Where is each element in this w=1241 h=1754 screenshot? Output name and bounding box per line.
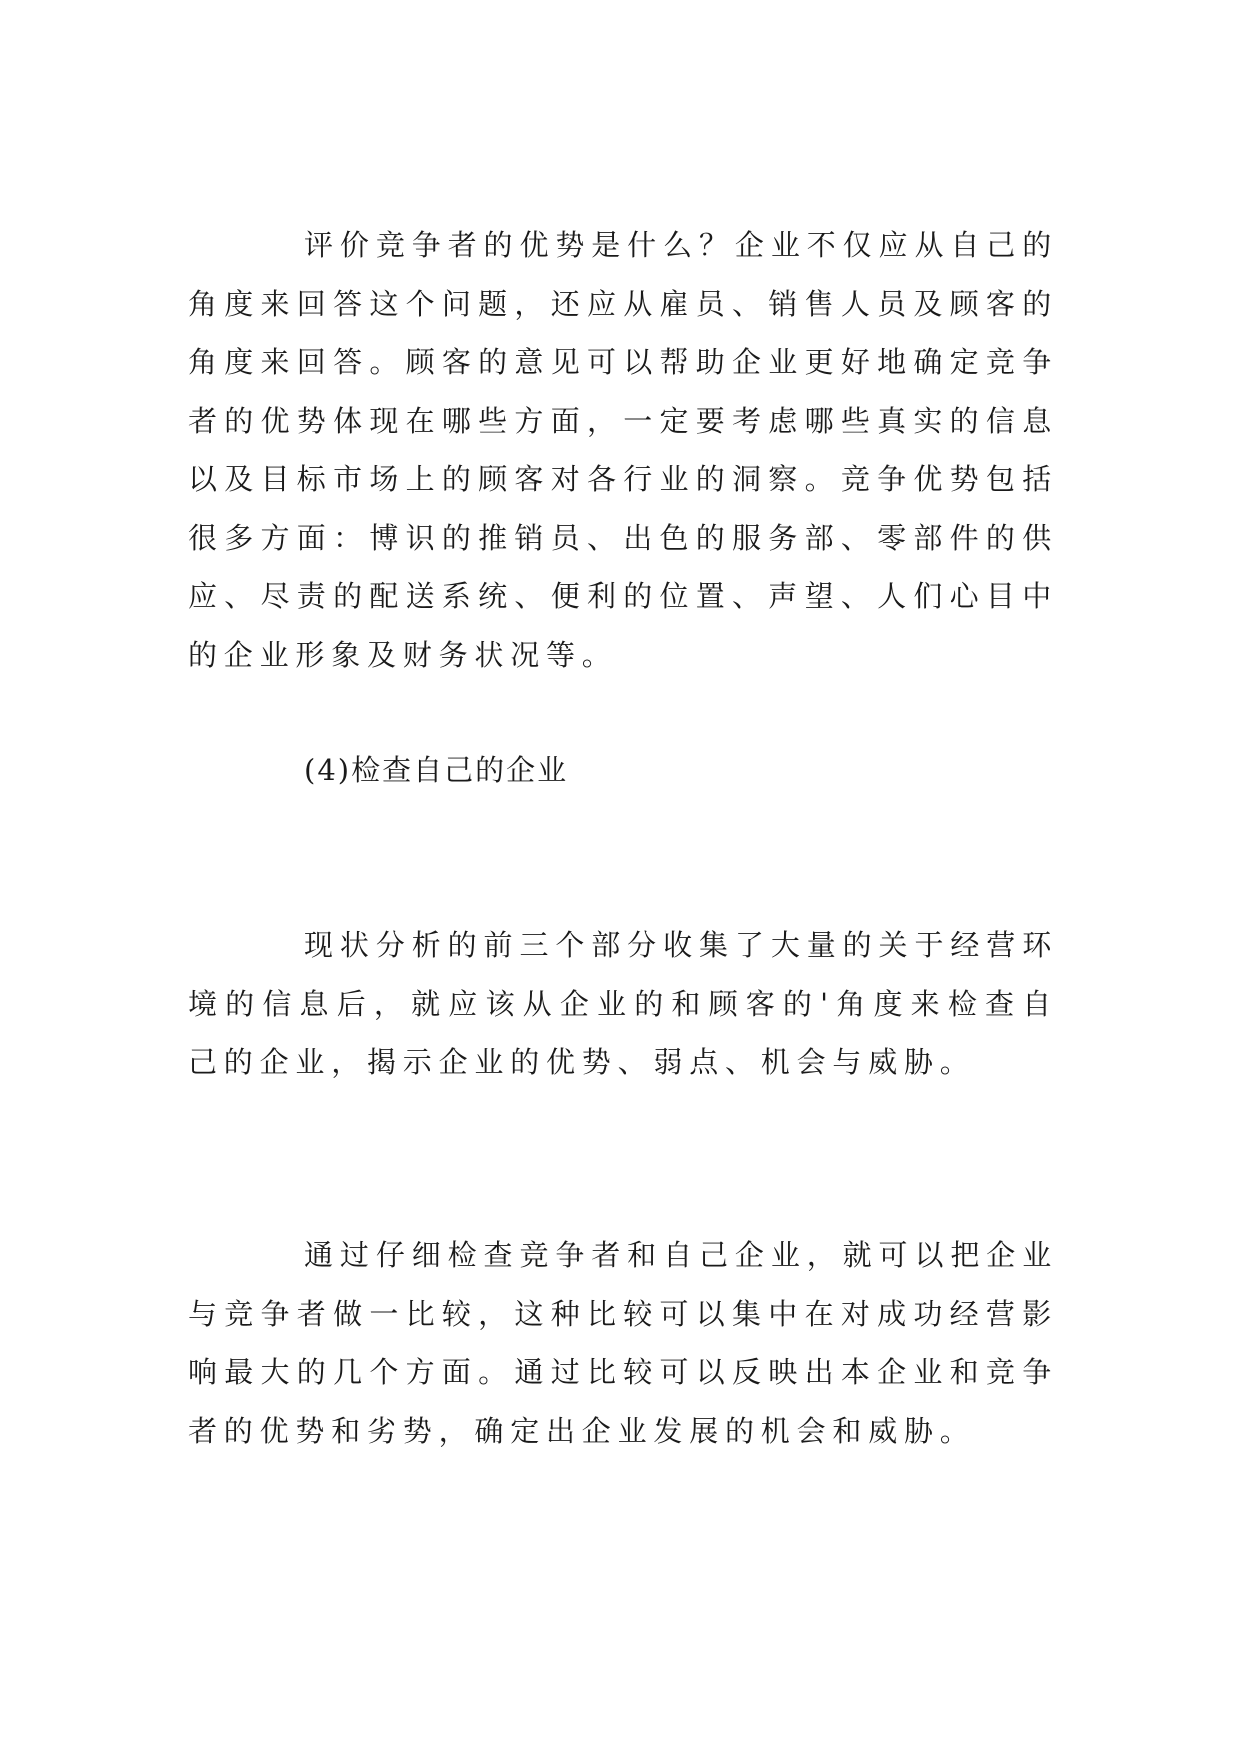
body-paragraph: 通过仔细检查竞争者和自己企业，就可以把企业与竞争者做一比较，这种比较可以集中在对成功经营影响最大的几个方面。通过比较可以反映出本企业和竞争者的优势和劣势，确定出企业发展的机会和威胁。 — [188, 1238, 1058, 1448]
section-heading: (4)检查自己的企业 — [304, 753, 569, 787]
body-paragraph: 评价竞争者的优势是什么？企业不仅应从自己的角度来回答这个问题，还应从雇员、销售人员及顾客的角度来回答。顾客的意见可以帮助企业更好地确定竞争者的优势体现在哪些方面，一定要考虑哪些真实的信息以及目标市场上的顾客对各行业的洞察。竞争优势包括很多方面：博识的推销员、出色的服务部、零部件的供应、尽责的配送系统、便利的位置、声望、人们心目中的企业形象及财务状况等。 — [188, 228, 1058, 672]
body-paragraph: 现状分析的前三个部分收集了大量的关于经营环境的信息后，就应该从企业的和顾客的'角度来检查自己的企业，揭示企业的优势、弱点、机会与威胁。 — [188, 928, 1058, 1079]
